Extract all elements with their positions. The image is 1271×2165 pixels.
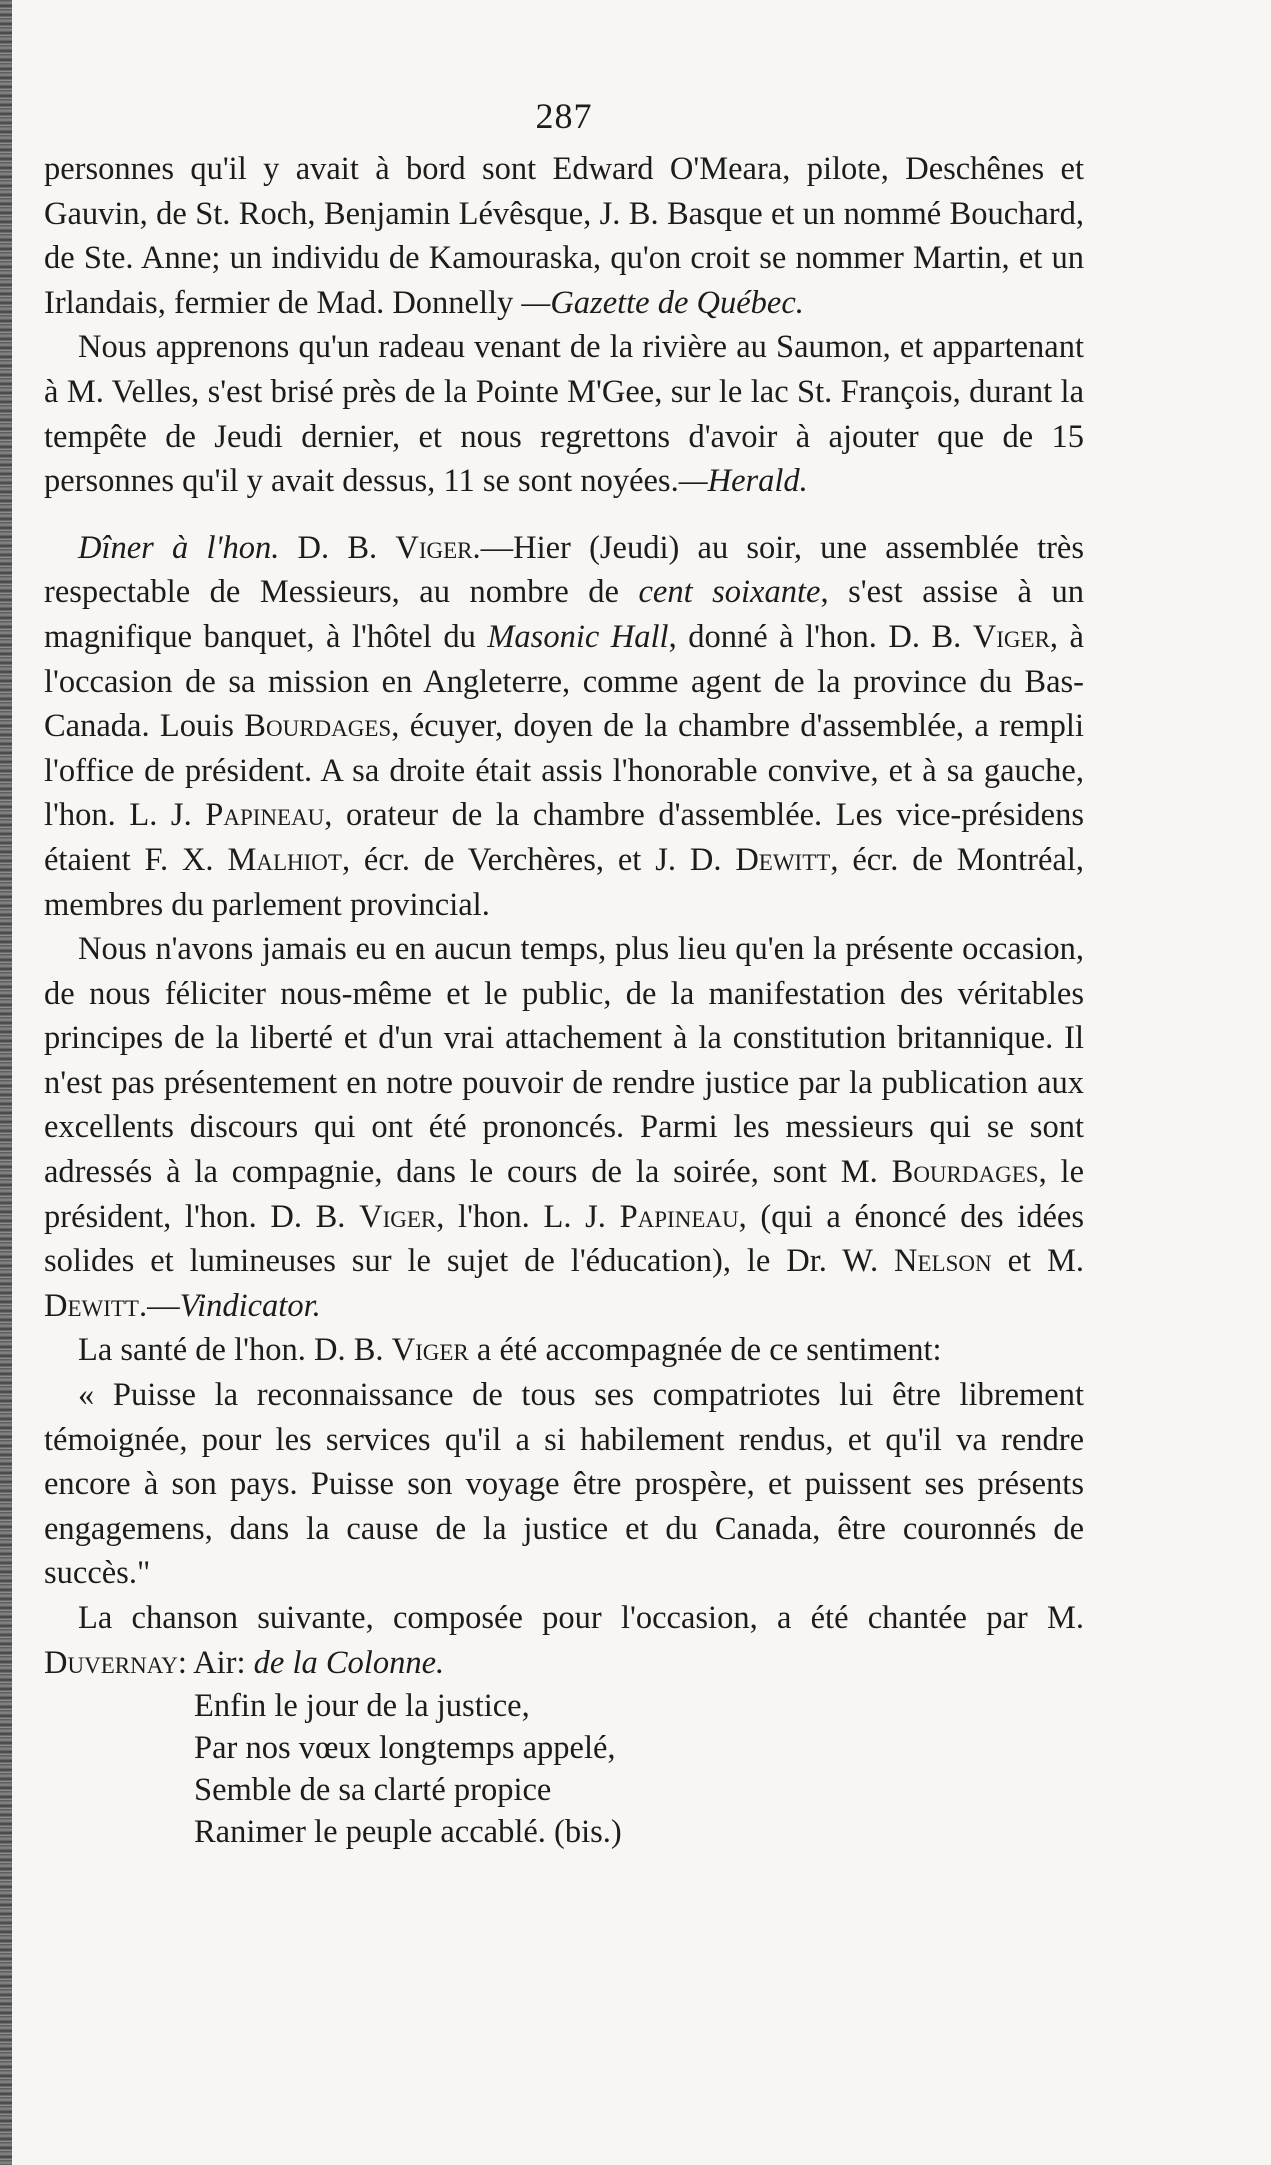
text-run: : Air: bbox=[177, 1644, 254, 1681]
text-run: La santé de l'hon. D. B. bbox=[78, 1332, 392, 1369]
paragraph-toast bbox=[44, 1328, 1084, 1373]
small-caps-name: Viger bbox=[359, 1198, 437, 1235]
paragraph-dinner-viger bbox=[44, 526, 1084, 927]
small-caps-name: Viger bbox=[395, 529, 473, 566]
small-caps-name: Dewitt bbox=[44, 1287, 139, 1324]
italic-run: cent soixante bbox=[638, 574, 821, 611]
italic-run: —Herald. bbox=[678, 463, 808, 500]
text-run: Nous apprenons qu'un radeau venant de la rivière au Saumon, et appartenant à M. Velles, s'est brisé près de la Pointe M'Gee, sur le lac St. François, durant la tempête de Jeudi dernier, et nous regrettons d'avoir à ajouter que de 15 personnes qu'il y avait dessus, 11 se sont noyées. bbox=[44, 329, 1084, 500]
small-caps-name: Duvernay bbox=[44, 1644, 178, 1681]
text-run: .—Hier (Jeudi) au soir, une assemblée très respectable de Messieurs, au nombre de bbox=[44, 529, 1084, 611]
book-page bbox=[44, 95, 1084, 1853]
text-run: , écuyer, doyen de la chambre d'assemblée, a rempli l'office de président. A sa droite était assis l'honorable convive, et à sa gauche, l'hon. L. J. bbox=[44, 708, 1084, 834]
text-run: Nous n'avons jamais eu en aucun temps, plus lieu qu'en la présente occasion, de nous féliciter nous-même et le public, de la manifestation des véritables principes de la liberté et d'un vrai attachement à la constitution britannique. Il n'est pas présentement en notre pouvoir de rendre justice par la publication aux excellents discours qui ont été prononcés. Parmi les messieurs qui se sont adressés à la compagnie, dans le cours de la soirée, sont M. bbox=[44, 931, 1084, 1191]
paragraph-speeches bbox=[44, 927, 1084, 1328]
small-caps-name: Viger bbox=[391, 1332, 469, 1369]
text-run: , le président, l'hon. D. B. bbox=[44, 1154, 1084, 1235]
text-run: , donné à l'hon. D. B. bbox=[668, 618, 973, 655]
paragraph-song-intro bbox=[44, 1596, 1084, 1685]
text-run: , (qui a énoncé des idées solides et lumineuses sur le sujet de l'éducation), le Dr. W. bbox=[44, 1198, 1084, 1280]
text-run: « Puisse la reconnaissance de tous ses compatriotes lui être librement témoignée, pour les services qu'il a si habilement rendus, et qu'il va rendre encore à son pays. Puisse son voyage être prospère, et puissent ses présents engagemens, dans la cause de la justice et du Canada, être couronnés de succès." bbox=[44, 1377, 1084, 1592]
text-run: D. B. bbox=[279, 529, 396, 566]
verse-line: Ranimer le peuple accablé. (bis.) bbox=[194, 1814, 622, 1851]
paragraph-shipwreck-crew bbox=[44, 147, 1084, 325]
small-caps-name: Viger bbox=[972, 618, 1050, 655]
italic-run: de la Colonne. bbox=[253, 1644, 445, 1681]
italic-run: Dîner à l'hon. bbox=[78, 529, 280, 566]
text-run: , orateur de la chambre d'assemblée. Les vice-présidens étaient F. X. bbox=[44, 797, 1084, 878]
small-caps-name: Nelson bbox=[894, 1243, 992, 1280]
verse-line: Semble de sa clarté propice bbox=[194, 1772, 552, 1809]
text-run: , écr. de Verchères, et J. D. bbox=[341, 841, 736, 878]
text-run: , écr. de Montréal, membres du parlement provincial. bbox=[44, 841, 1085, 923]
text-run: personnes qu'il y avait à bord sont Edward O'Meara, pilote, Deschênes et Gauvin, de St. Roch, Benjamin Lévêsque, J. B. Basque et un nommé Bouchard, de Ste. Anne; un individu de Kamouraska, qu'on croit se nommer Martin, et un Irlandais, fermier de Mad. Donnelly bbox=[44, 151, 1084, 321]
text-run: et M. bbox=[991, 1243, 1084, 1280]
song-verse bbox=[194, 1685, 1084, 1853]
small-caps-name: Papineau bbox=[619, 1198, 739, 1235]
text-run: La chanson suivante, composée pour l'occasion, a été chantée par M. bbox=[78, 1600, 1084, 1636]
page-number: 287 bbox=[535, 96, 593, 136]
small-caps-name: Bourdages bbox=[244, 708, 392, 745]
text-run: , l'hon. L. J. bbox=[436, 1198, 620, 1235]
text-run: , s'est assise à un magnifique banquet, à l'hôtel du bbox=[44, 574, 1084, 655]
italic-run: —Gazette de Québec. bbox=[521, 284, 804, 321]
paragraph-sentiment-quote bbox=[44, 1373, 1084, 1596]
text-run: , à l'occasion de sa mission en Angleterre, comme agent de la province du Bas-Canada. Louis bbox=[44, 618, 1084, 745]
text-run: a été accompagnée de ce sentiment: bbox=[468, 1332, 942, 1369]
book-binding-edge bbox=[0, 0, 12, 2165]
verse-line: Enfin le jour de la justice, bbox=[194, 1688, 530, 1725]
italic-run: Masonic Hall bbox=[487, 618, 669, 655]
italic-run: Vindicator. bbox=[179, 1287, 321, 1324]
text-run: .— bbox=[139, 1287, 180, 1324]
small-caps-name: Papineau bbox=[205, 797, 325, 834]
paragraph-raft-wreck bbox=[44, 325, 1084, 503]
small-caps-name: Bourdages bbox=[891, 1154, 1039, 1191]
verse-line: Par nos vœux longtemps appelé, bbox=[194, 1730, 616, 1767]
small-caps-name: Dewitt bbox=[735, 841, 831, 878]
small-caps-name: Malhiot bbox=[227, 841, 342, 878]
